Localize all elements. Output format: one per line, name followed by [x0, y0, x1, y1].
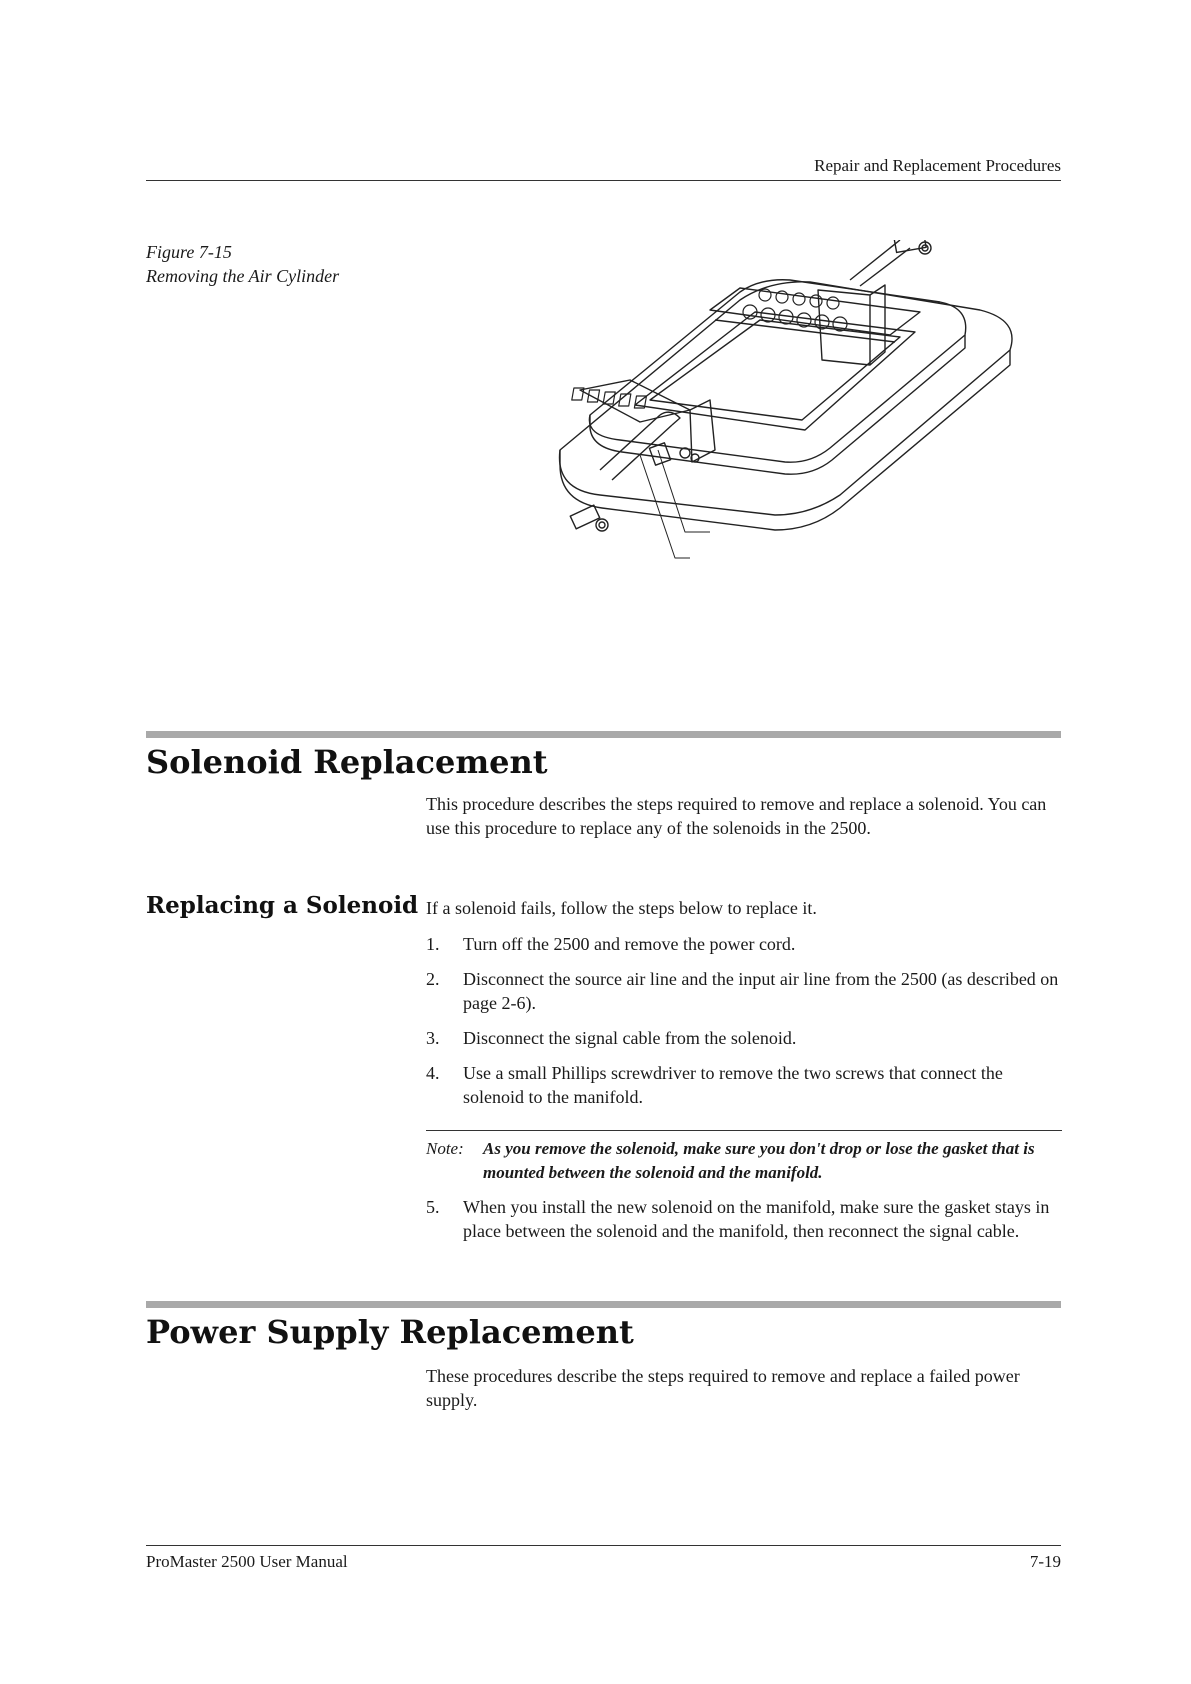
solenoid-intro: This procedure describes the steps required to remove and replace a solenoid. You can use this procedure to replace any of the solenoids in the 2500. — [426, 794, 1047, 838]
section-divider-power-supply — [146, 1301, 1061, 1308]
note — [426, 1137, 1062, 1185]
note-rule — [426, 1130, 1062, 1131]
procedure-lead: If a solenoid fails, follow the steps below to replace it. — [426, 898, 817, 918]
step-number: 1. — [426, 934, 440, 954]
air-cylinder-illustration — [540, 240, 1030, 640]
figure-number: Figure 7-15 — [146, 242, 232, 262]
step-text: Disconnect the source air line and the input air line from the 2500 (as described on page 2-6). — [463, 969, 1059, 1013]
figure-title: Removing the Air Cylinder — [146, 266, 340, 286]
procedure-step — [426, 1061, 1062, 1109]
note-text: As you remove the solenoid, make sure you don't drop or lose the gasket that is mounted between the solenoid and the manifold. — [483, 1139, 1035, 1182]
figure-caption — [146, 240, 339, 288]
procedure-step — [426, 1195, 1062, 1243]
procedure-step — [426, 1026, 1062, 1050]
footer-page-number: 7-19 — [1029, 1552, 1061, 1571]
step-text: Use a small Phillips screwdriver to remove the two screws that connect the solenoid to the manifold. — [463, 1063, 1003, 1107]
procedure-step — [426, 932, 1062, 956]
footer-rule — [146, 1545, 1061, 1546]
step-number: 5. — [426, 1197, 440, 1217]
section-divider-solenoid — [146, 731, 1061, 738]
step-number: 3. — [426, 1028, 440, 1048]
section-title-solenoid: Solenoid Replacement — [146, 743, 548, 781]
step-number: 4. — [426, 1063, 440, 1083]
step-number: 2. — [426, 969, 440, 989]
subsection-title-replacing: Replacing a Solenoid — [146, 892, 419, 919]
note-label: Note: — [426, 1139, 464, 1158]
step-text: When you install the new solenoid on the manifold, make sure the gasket stays in place between the solenoid and the manifold, then reconnect the signal cable. — [463, 1197, 1050, 1241]
power-supply-intro: These procedures describe the steps required to remove and replace a failed power supply. — [426, 1366, 1020, 1410]
section-title-power-supply: Power Supply Replacement — [146, 1313, 634, 1351]
running-header: Repair and Replacement Procedures — [814, 156, 1061, 175]
step-text: Turn off the 2500 and remove the power cord. — [463, 934, 796, 954]
header-rule — [146, 180, 1061, 181]
footer-manual-title: ProMaster 2500 User Manual — [146, 1552, 348, 1571]
step-text: Disconnect the signal cable from the solenoid. — [463, 1028, 797, 1048]
procedure-step — [426, 967, 1062, 1015]
